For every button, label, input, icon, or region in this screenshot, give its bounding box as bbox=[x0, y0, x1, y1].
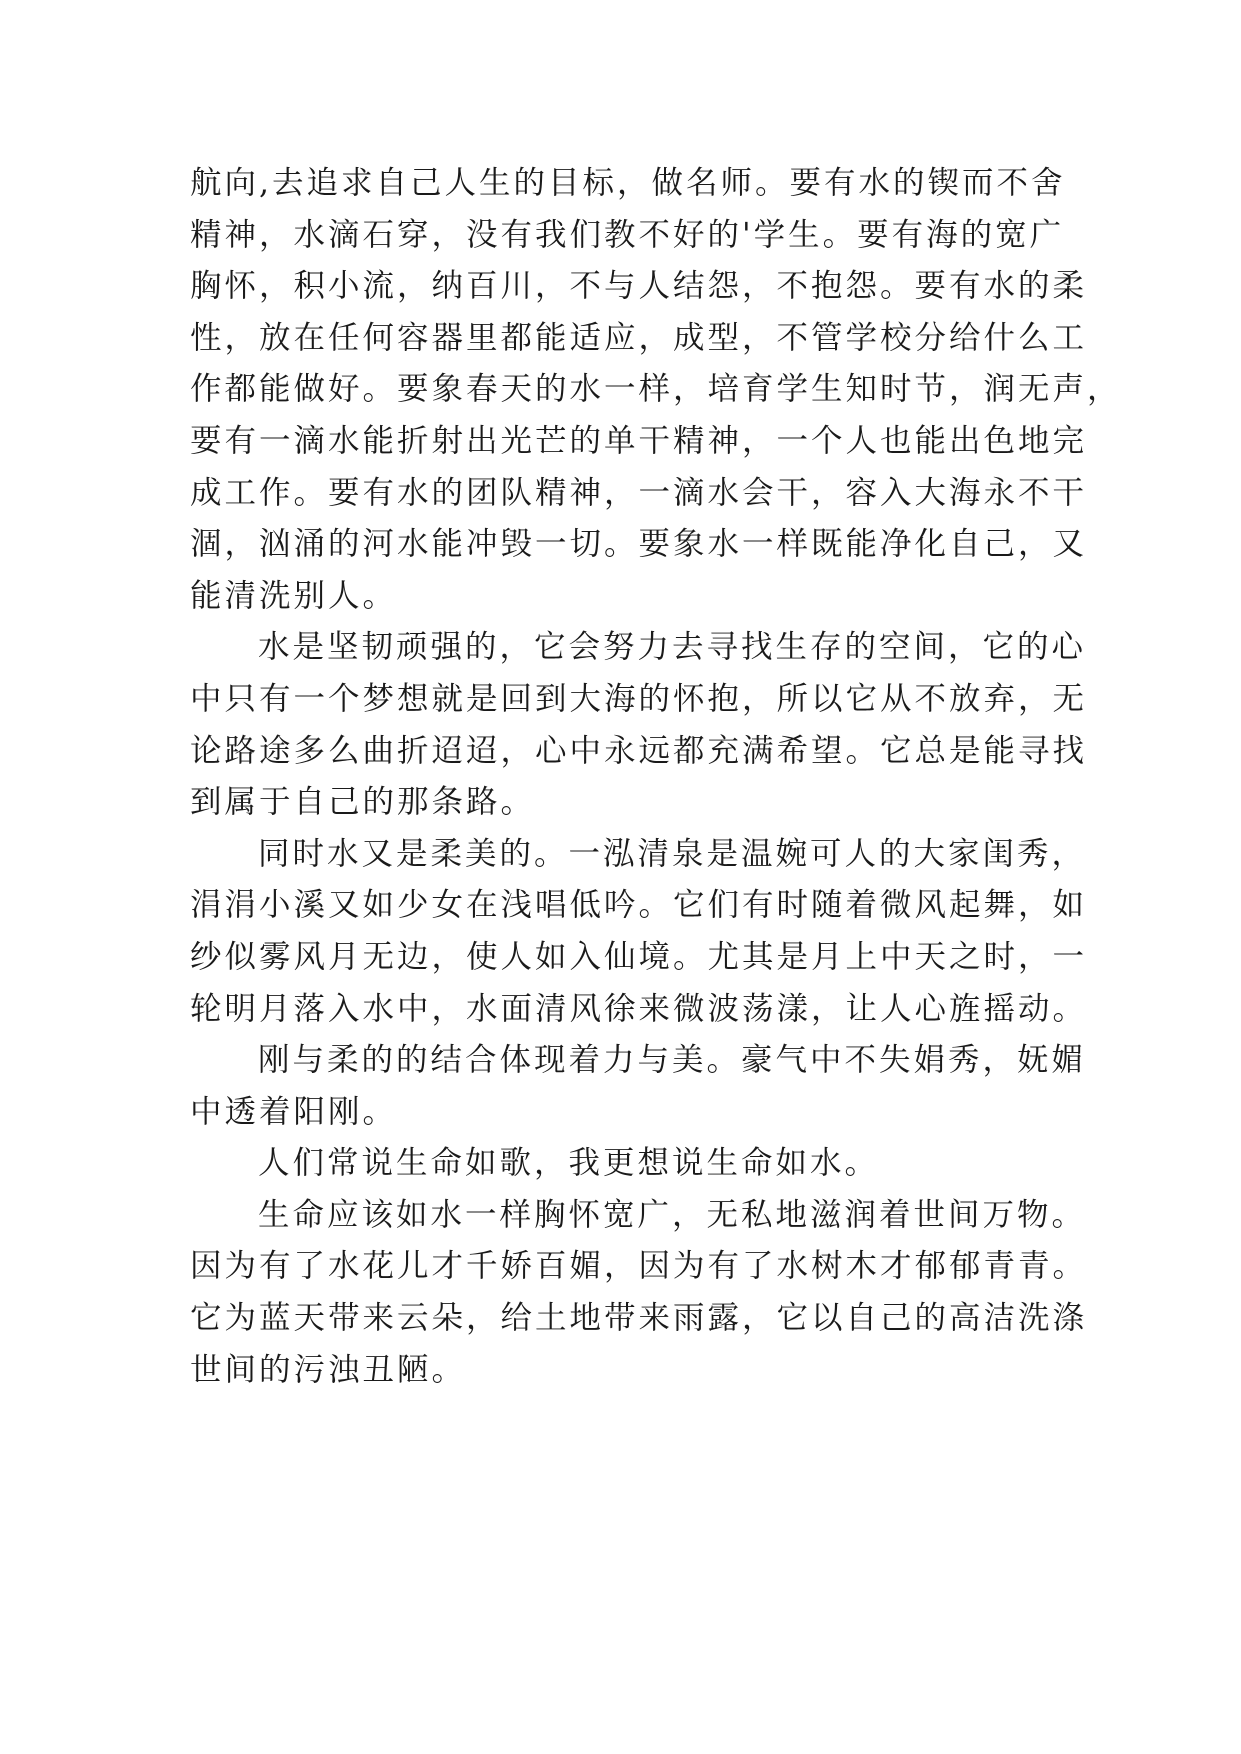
text-line: 成工作。要有水的团队精神，一滴水会干，容入大海永不干 bbox=[190, 474, 1088, 511]
text-line: 因为有了水花儿才千娇百媚，因为有了水树木才郁郁青青。 bbox=[190, 1248, 1088, 1285]
text-line: 轮明月落入水中，水面清风徐来微波荡漾，让人心旌摇动。 bbox=[190, 990, 1088, 1027]
text-line: 中透着阳刚。 bbox=[190, 1093, 398, 1130]
text-line: 能清洗别人。 bbox=[190, 577, 398, 614]
text-line: 水是坚韧顽强的，它会努力去寻找生存的空间，它的心 bbox=[258, 629, 1087, 666]
text-line: 作都能做好。要象春天的水一样，培育学生知时节，润无声， bbox=[190, 371, 1122, 408]
text-line: 同时水又是柔美的。一泓清泉是温婉可人的大家闺秀， bbox=[258, 835, 1087, 872]
text-line: 胸怀，积小流，纳百川，不与人结怨，不抱怨。要有水的柔 bbox=[190, 268, 1088, 305]
text-line: 生命应该如水一样胸怀宽广，无私地滋润着世间万物。 bbox=[258, 1196, 1087, 1233]
text-line: 它为蓝天带来云朵，给土地带来雨露，它以自己的高洁洗涤 bbox=[190, 1300, 1088, 1337]
text-line: 涸，汹涌的河水能冲毁一切。要象水一样既能净化自己，又 bbox=[190, 526, 1088, 563]
text-line: 航向,去追求自己人生的目标，做名师。要有水的锲而不舍 bbox=[190, 165, 1066, 201]
text-line: 涓涓小溪又如少女在浅唱低吟。它们有时随着微风起舞，如 bbox=[190, 887, 1088, 924]
body-text bbox=[190, 158, 1122, 1396]
text-line: 性，放在任何容器里都能适应，成型，不管学校分给什么工 bbox=[190, 319, 1088, 356]
text-line: 人们常说生命如歌，我更想说生命如水。 bbox=[258, 1145, 880, 1182]
text-line: 到属于自己的那条路。 bbox=[190, 784, 536, 821]
text-line: 要有一滴水能折射出光芒的单干精神，一个人也能出色地完 bbox=[190, 422, 1088, 459]
text-line: 世间的污浊丑陋。 bbox=[190, 1351, 467, 1388]
text-line: 刚与柔的的结合体现着力与美。豪气中不失娟秀，妩媚 bbox=[258, 1042, 1087, 1079]
text-line: 论路途多么曲折迢迢，心中永远都充满希望。它总是能寻找 bbox=[190, 732, 1088, 769]
text-line: 中只有一个梦想就是回到大海的怀抱，所以它从不放弃，无 bbox=[190, 680, 1088, 717]
text-line: 纱似雾风月无边，使人如入仙境。尤其是月上中天之时，一 bbox=[190, 938, 1088, 975]
text-line: 精神，水滴石穿，没有我们教不好的'学生。要有海的宽广 bbox=[190, 216, 1065, 253]
